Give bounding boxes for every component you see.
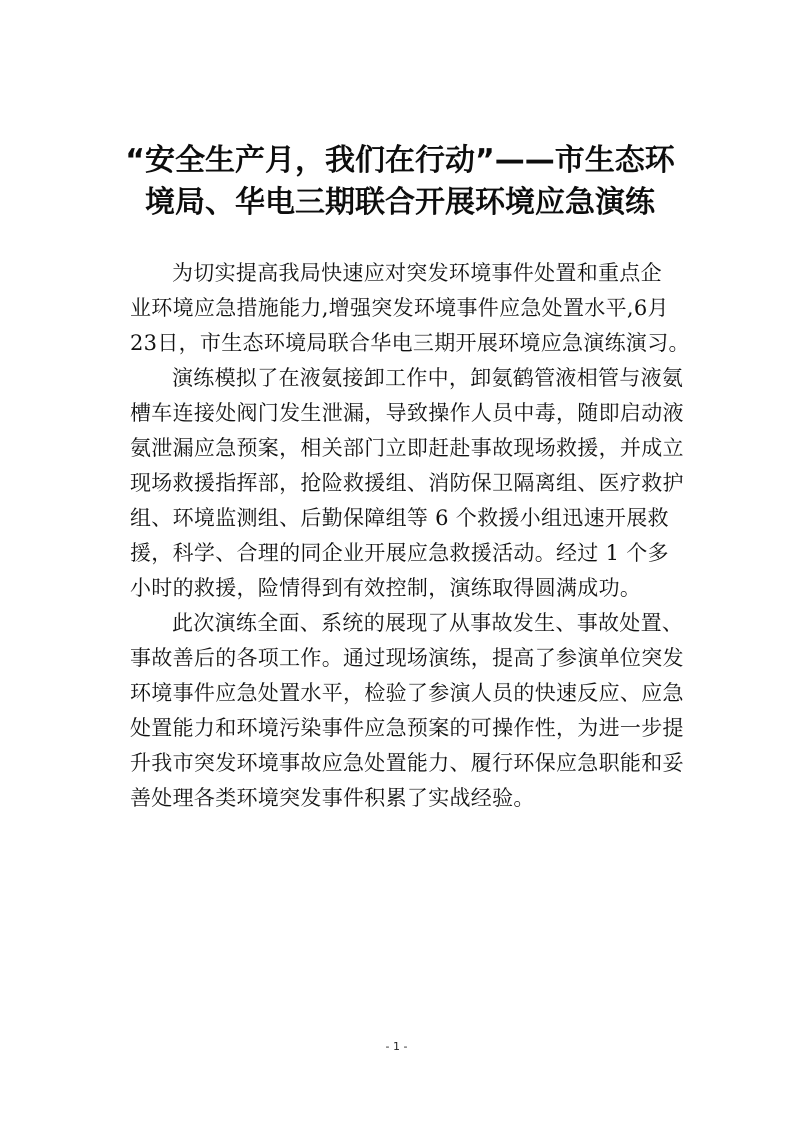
paragraph-line: 槽车连接处阀门发生泄漏，导致操作人员中毒，随即启动液 <box>130 401 684 425</box>
paragraph-line: 善处理各类环境突发事件积累了实战经验。 <box>130 786 535 810</box>
document-body <box>130 256 690 816</box>
paragraph-1 <box>130 256 690 361</box>
paragraph-line: 现场救援指挥部，抢险救援组、消防保卫隔离组、医疗救护 <box>130 471 684 495</box>
paragraph-2 <box>130 361 686 606</box>
paragraph-line: 升我市突发环境事故应急处置能力、履行环保应急职能和妥 <box>130 751 684 775</box>
page-number: - 1 - <box>385 1040 408 1053</box>
paragraph-line: 环境事件应急处置水平，检验了参演人员的快速反应、应急 <box>130 681 684 705</box>
paragraph-line: 为切实提高我局快速应对突发环境事件处置和重点企 <box>172 261 662 285</box>
paragraph-line: 业环境应急措施能力,增强突发环境事件应急处置水平,6月 <box>130 296 669 320</box>
paragraph-line: 演练模拟了在液氨接卸工作中，卸氨鹤管液相管与液氨 <box>172 366 684 390</box>
paragraph-line: 23日，市生态环境局联合华电三期开展环境应急演练演习。 <box>130 331 690 355</box>
paragraph-line: 援，科学、合理的同企业开展应急救援活动。经过 1 个多 <box>130 541 669 565</box>
title-line-2: 境局、华电三期联合开展环境应急演练 <box>145 185 655 220</box>
paragraph-line: 组、环境监测组、后勤保障组等 6 个救援小组迅速开展救 <box>130 506 669 530</box>
title-line-1: “安全生产月，我们在行动”——市生态环 <box>125 143 675 178</box>
paragraph-line: 小时的救援，险情得到有效控制，演练取得圆满成功。 <box>130 576 642 600</box>
paragraph-line: 事故善后的各项工作。通过现场演练，提高了参演单位突发 <box>130 646 684 670</box>
paragraph-3 <box>130 606 686 816</box>
paragraph-line: 此次演练全面、系统的展现了从事故发生、事故处置、 <box>172 611 684 635</box>
paragraph-line: 处置能力和环境污染事件应急预案的可操作性，为进一步提 <box>130 716 684 740</box>
document-title <box>110 140 690 224</box>
paragraph-line: 氨泄漏应急预案，相关部门立即赶赴事故现场救援，并成立 <box>130 436 684 460</box>
